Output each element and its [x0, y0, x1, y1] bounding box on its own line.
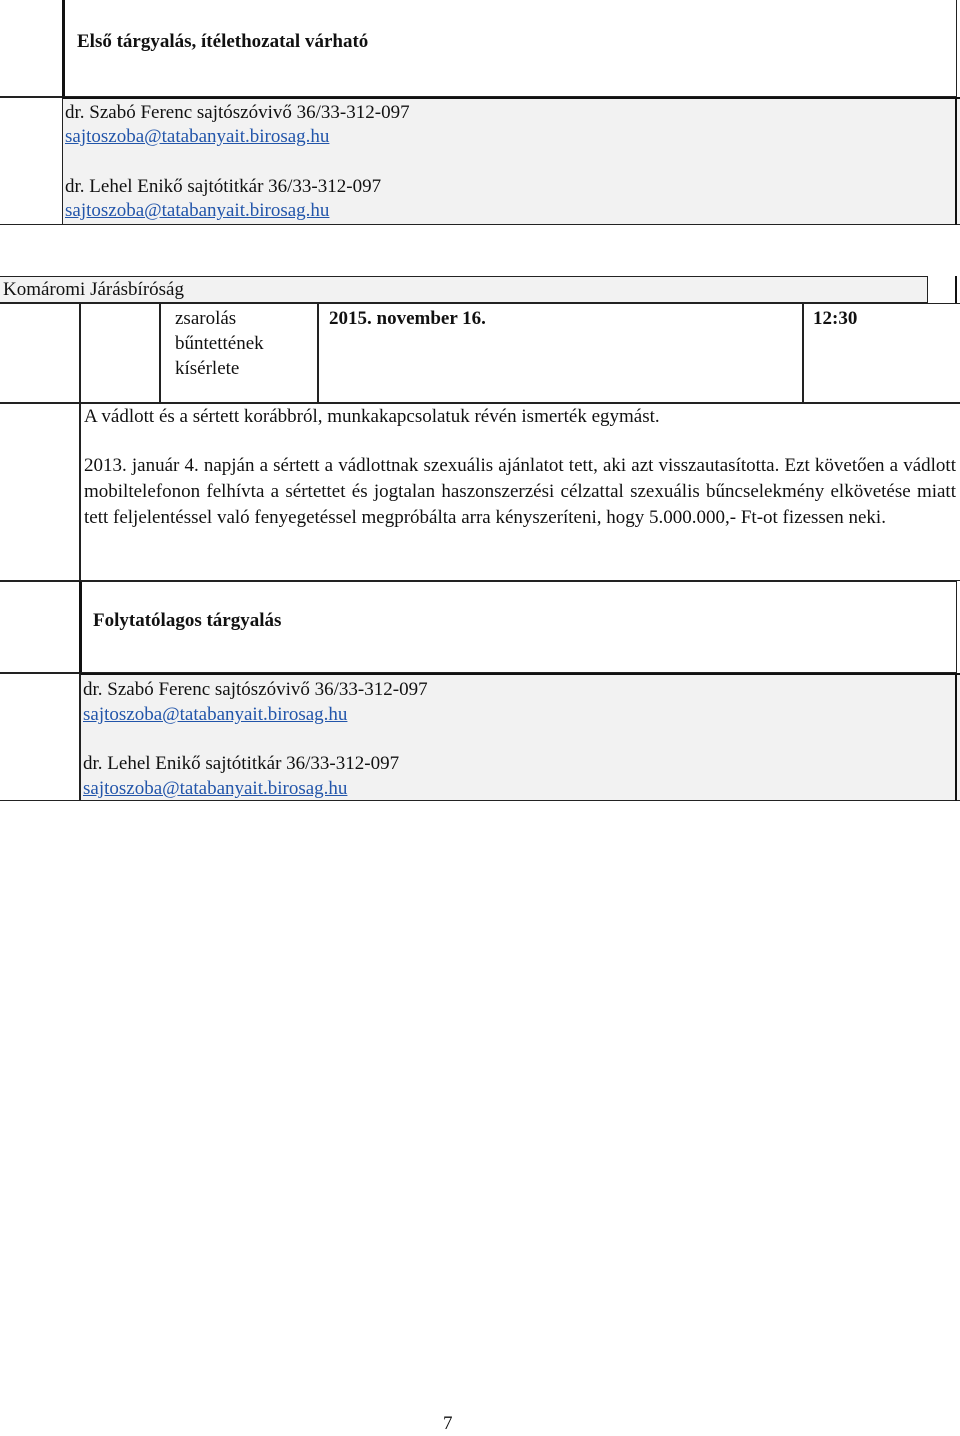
contact-line: dr. Lehel Enikő sajtótitkár 36/33-312-097 — [83, 753, 400, 774]
hearing-date: 2015. november 16. — [329, 308, 486, 329]
right-border — [955, 97, 957, 225]
charge-line: zsarolás — [175, 308, 237, 329]
email-link[interactable]: sajtoszoba@tatabanyait.birosag.hu — [83, 704, 348, 725]
left-cell — [0, 97, 64, 225]
time-cell — [803, 303, 960, 403]
left-cell — [0, 0, 64, 97]
description-p1: A vádlott és a sértett korábbról, munkakapcsolatuk révén ismerték egymást. — [84, 406, 660, 427]
left-cell — [0, 581, 82, 673]
description-cell — [80, 403, 960, 581]
left-cell — [0, 303, 80, 403]
contact-line: dr. Szabó Ferenc sajtószóvivő 36/33-312-097 — [83, 679, 428, 700]
hearing-type: Folytatólagos tárgyalás — [93, 610, 282, 631]
hearing-type: Első tárgyalás, ítélethozatal várható — [77, 31, 369, 52]
contacts-cell — [80, 673, 960, 801]
hearing-time: 12:30 — [813, 308, 858, 329]
court-header — [0, 276, 928, 303]
left-cell — [0, 403, 80, 581]
email-link[interactable]: sajtoszoba@tatabanyait.birosag.hu — [83, 778, 348, 799]
email-link[interactable]: sajtoszoba@tatabanyait.birosag.hu — [65, 200, 330, 221]
empty-cell — [80, 303, 160, 403]
description-p2: 2013. január 4. napján a sértett a vádlottnak szexuális ajánlatot tett, aki azt visszautasította. Ezt követően a vádlott mobiltelefonon felhívta a sértettet és jogtalan haszonszerzési célzattal szexuális bűncselekmény elkövetése miatt tett feljelentéssel való fenyegetéssel megpróbálta arra kényszeríteni, hogy 5.000.000,- Ft-ot fizessen neki. — [84, 455, 956, 528]
date-cell — [318, 303, 803, 403]
left-cell — [0, 673, 80, 801]
charge-line: bűntettének — [175, 333, 264, 354]
hearing-type-cell — [62, 0, 957, 97]
email-link[interactable]: sajtoszoba@tatabanyait.birosag.hu — [65, 126, 330, 147]
hearing-type-cell — [79, 581, 957, 673]
charge-line: kísérlete — [175, 358, 240, 379]
right-border — [955, 276, 957, 303]
court-name: Komáromi Járásbíróság — [3, 279, 184, 300]
charge-cell — [160, 303, 318, 403]
contacts-cell — [62, 97, 960, 225]
right-border — [955, 673, 957, 801]
contact-line: dr. Szabó Ferenc sajtószóvivő 36/33-312-097 — [65, 102, 410, 123]
page-number: 7 — [443, 1413, 453, 1434]
contact-line: dr. Lehel Enikő sajtótitkár 36/33-312-097 — [65, 176, 382, 197]
